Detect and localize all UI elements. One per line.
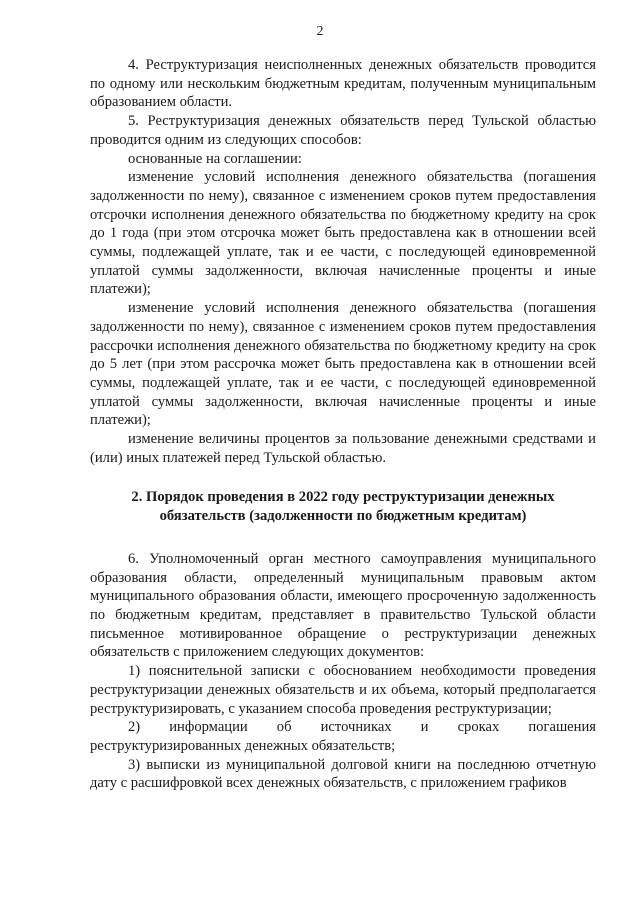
paragraph-6: 6. Уполномоченный орган местного самоуправления муниципального образования области, определенный муниципальным правовым актом муниципального образования области, имеющего просроченную задолженность по бюджетным кредитам, представляет в правительство Тульской области письменное мотивированное обращение о реструктуризации денежных обязательств с приложением следующих документов:: [90, 550, 596, 661]
section-2-heading-line-2: обязательств (задолженности по бюджетным кредитам): [159, 508, 527, 525]
paragraph-installment: изменение условий исполнения денежного обязательства (погашения задолженности по нему), связанное с изменением сроков путем предоставления рассрочки исполнения денежного обязательства по бюджетному кредиту на срок до 5 лет (при этом рассрочка может быть предоставлена как в отношении всей суммы, подлежащей уплате, так и ее части, с последующей единовременной уплатой суммы задолженности, включая начисленные проценты и иные платежи);: [90, 300, 596, 429]
section-2-heading-line-1: 2. Порядок проведения в 2022 году реструктуризации денежных: [131, 489, 555, 506]
paragraph-agreement-based: основанные на соглашении:: [128, 150, 302, 167]
paragraph-5: 5. Реструктуризация денежных обязательств перед Тульской областью проводится одним из следующих способов:: [90, 113, 596, 148]
list-item-1: 1) пояснительной записки с обоснованием необходимости проведения реструктуризации денежных обязательств и их объема, который предполагается реструктуризировать, с указанием способа проведения реструктуризации;: [90, 663, 596, 717]
document-body: [90, 56, 596, 793]
list-item-3: 3) выписки из муниципальной долговой книги на последнюю отчетную дату с расшифровкой всех денежных обязательств, с приложением графиков: [90, 756, 596, 792]
paragraph-deferral: изменение условий исполнения денежного обязательства (погашения задолженности по нему), связанное с изменением сроков путем предоставления отсрочки исполнения денежного обязательства по бюджетному кредиту на срок до 1 года (при этом отсрочка может быть предоставлена как в отношении всей суммы, подлежащей уплате, так и ее части, с последующей единовременной уплатой суммы задолженности, включая начисленные проценты и иные платежи);: [90, 169, 596, 298]
list-item-2: 2) информации об источниках и сроках погашения реструктуризированных денежных обязательств;: [90, 719, 596, 754]
paragraph-4: 4. Реструктуризация неисполненных денежных обязательств проводится по одному или нескольким бюджетным кредитам, полученным муниципальным образованием области.: [90, 57, 596, 111]
page-number: 2: [316, 24, 324, 39]
paragraph-interest-change: изменение величины процентов за пользование денежными средствами и (или) иных платежей перед Тульской областью.: [90, 431, 596, 466]
section-2-heading: [90, 488, 596, 525]
